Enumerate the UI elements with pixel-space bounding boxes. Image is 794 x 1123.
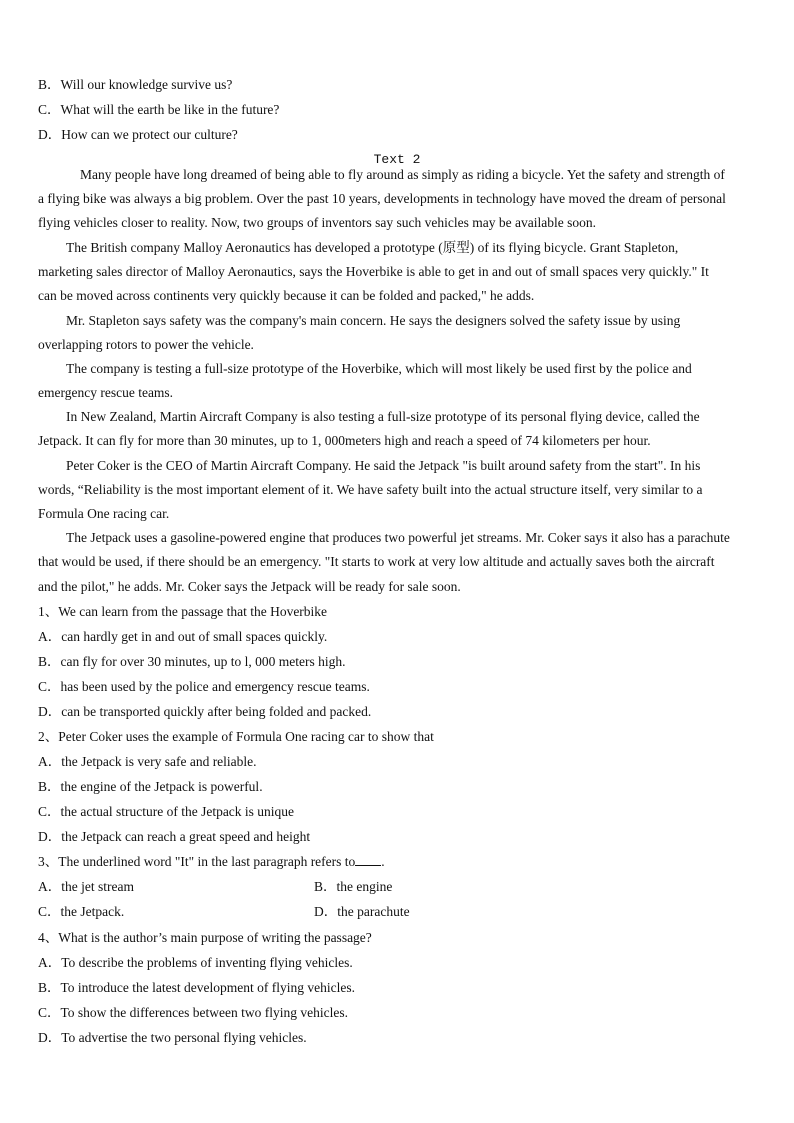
passage-line: words, “Reliability is the most important element of it. We have safety built into the actual structure itself, very similar to a (38, 482, 703, 497)
question-3-stem-end: . (381, 854, 385, 869)
passage-line: The company is testing a full-size prototype of the Hoverbike, which will most likely be used first by the police and (66, 361, 692, 376)
question-3-option-c: C．the Jetpack. (38, 904, 125, 919)
question-1-option-c: C．has been used by the police and emergency rescue teams. (38, 679, 370, 694)
question-3-option-d: D．the parachute (314, 904, 410, 919)
passage-line: emergency rescue teams. (38, 385, 174, 400)
question-2-option-b: B．the engine of the Jetpack is powerful. (38, 779, 263, 794)
passage-line: In New Zealand, Martin Aircraft Company is also testing a full-size prototype of its personal flying device, called the (66, 409, 700, 424)
prev-option-d: D．How can we protect our culture? (38, 127, 238, 142)
passage-line: Mr. Stapleton says safety was the company's main concern. He says the designers solved the safety issue by using (66, 313, 681, 328)
question-4-option-a: A．To describe the problems of inventing flying vehicles. (38, 955, 353, 970)
question-1-option-b: B．can fly for over 30 minutes, up to l, 000 meters high. (38, 654, 346, 669)
passage-line: The British company Malloy Aeronautics has developed a prototype (原型) of its flying bicycle. Grant Stapleton, (66, 240, 679, 255)
passage-line: marketing sales director of Malloy Aeronautics, says the Hoverbike is able to get in and out of small spaces very quickly." It (38, 264, 709, 279)
question-3-stem-row (38, 853, 385, 871)
answer-blank (355, 853, 381, 866)
question-1-option-a: A．can hardly get in and out of small spaces quickly. (38, 629, 328, 644)
question-2-option-c: C．the actual structure of the Jetpack is unique (38, 804, 295, 819)
passage-line: The Jetpack uses a gasoline-powered engine that produces two powerful jet streams. Mr. Coker says it also has a parachute (66, 530, 730, 545)
passage-line: a flying bike was always a big problem. Over the past 10 years, developments in technology have moved the dream of personal (38, 191, 726, 206)
passage-line: overlapping rotors to power the vehicle. (38, 337, 254, 352)
question-2-option-a: A．the Jetpack is very safe and reliable. (38, 754, 257, 769)
question-4-option-d: D．To advertise the two personal flying vehicles. (38, 1030, 307, 1045)
passage-line: Formula One racing car. (38, 506, 170, 521)
passage-line: Many people have long dreamed of being able to fly around as simply as riding a bicycle. Yet the safety and strength of (80, 167, 725, 182)
text-title: Text 2 (373, 152, 421, 167)
passage-line: Jetpack. It can fly for more than 30 minutes, up to 1, 000meters high and reach a speed of 74 kilometers per hour. (38, 433, 651, 448)
prev-option-c: C．What will the earth be like in the future? (38, 102, 280, 117)
question-4-option-c: C．To show the differences between two flying vehicles. (38, 1005, 348, 1020)
question-4-option-b: B．To introduce the latest development of flying vehicles. (38, 980, 355, 995)
passage-line: that would be used, if there should be an emergency. "It starts to work at very low altitude and actually saves both the aircraft (38, 554, 715, 569)
question-4-stem: 4、What is the author’s main purpose of writing the passage? (38, 930, 372, 945)
question-1-stem: 1、We can learn from the passage that the Hoverbike (38, 604, 328, 619)
passage-line: and the pilot," he adds. Mr. Coker says the Jetpack will be ready for sale soon. (38, 579, 461, 594)
question-1-option-d: D．can be transported quickly after being folded and packed. (38, 704, 372, 719)
passage-line: Peter Coker is the CEO of Martin Aircraft Company. He said the Jetpack "is built around safety from the start". In his (66, 458, 701, 473)
question-3-stem: 3、The underlined word "It" in the last paragraph refers to (38, 854, 356, 869)
question-2-option-d: D．the Jetpack can reach a great speed and height (38, 829, 311, 844)
question-2-stem: 2、Peter Coker uses the example of Formula One racing car to show that (38, 729, 434, 744)
passage-line: can be moved across continents very quickly because it can be folded and packed," he adds. (38, 288, 535, 303)
question-3-option-b: B．the engine (314, 879, 393, 894)
passage-line: flying vehicles closer to reality. Now, two groups of inventors say such vehicles may be available soon. (38, 215, 596, 230)
prev-option-b: B．Will our knowledge survive us? (38, 77, 233, 92)
question-3-option-a: A．the jet stream (38, 879, 134, 894)
